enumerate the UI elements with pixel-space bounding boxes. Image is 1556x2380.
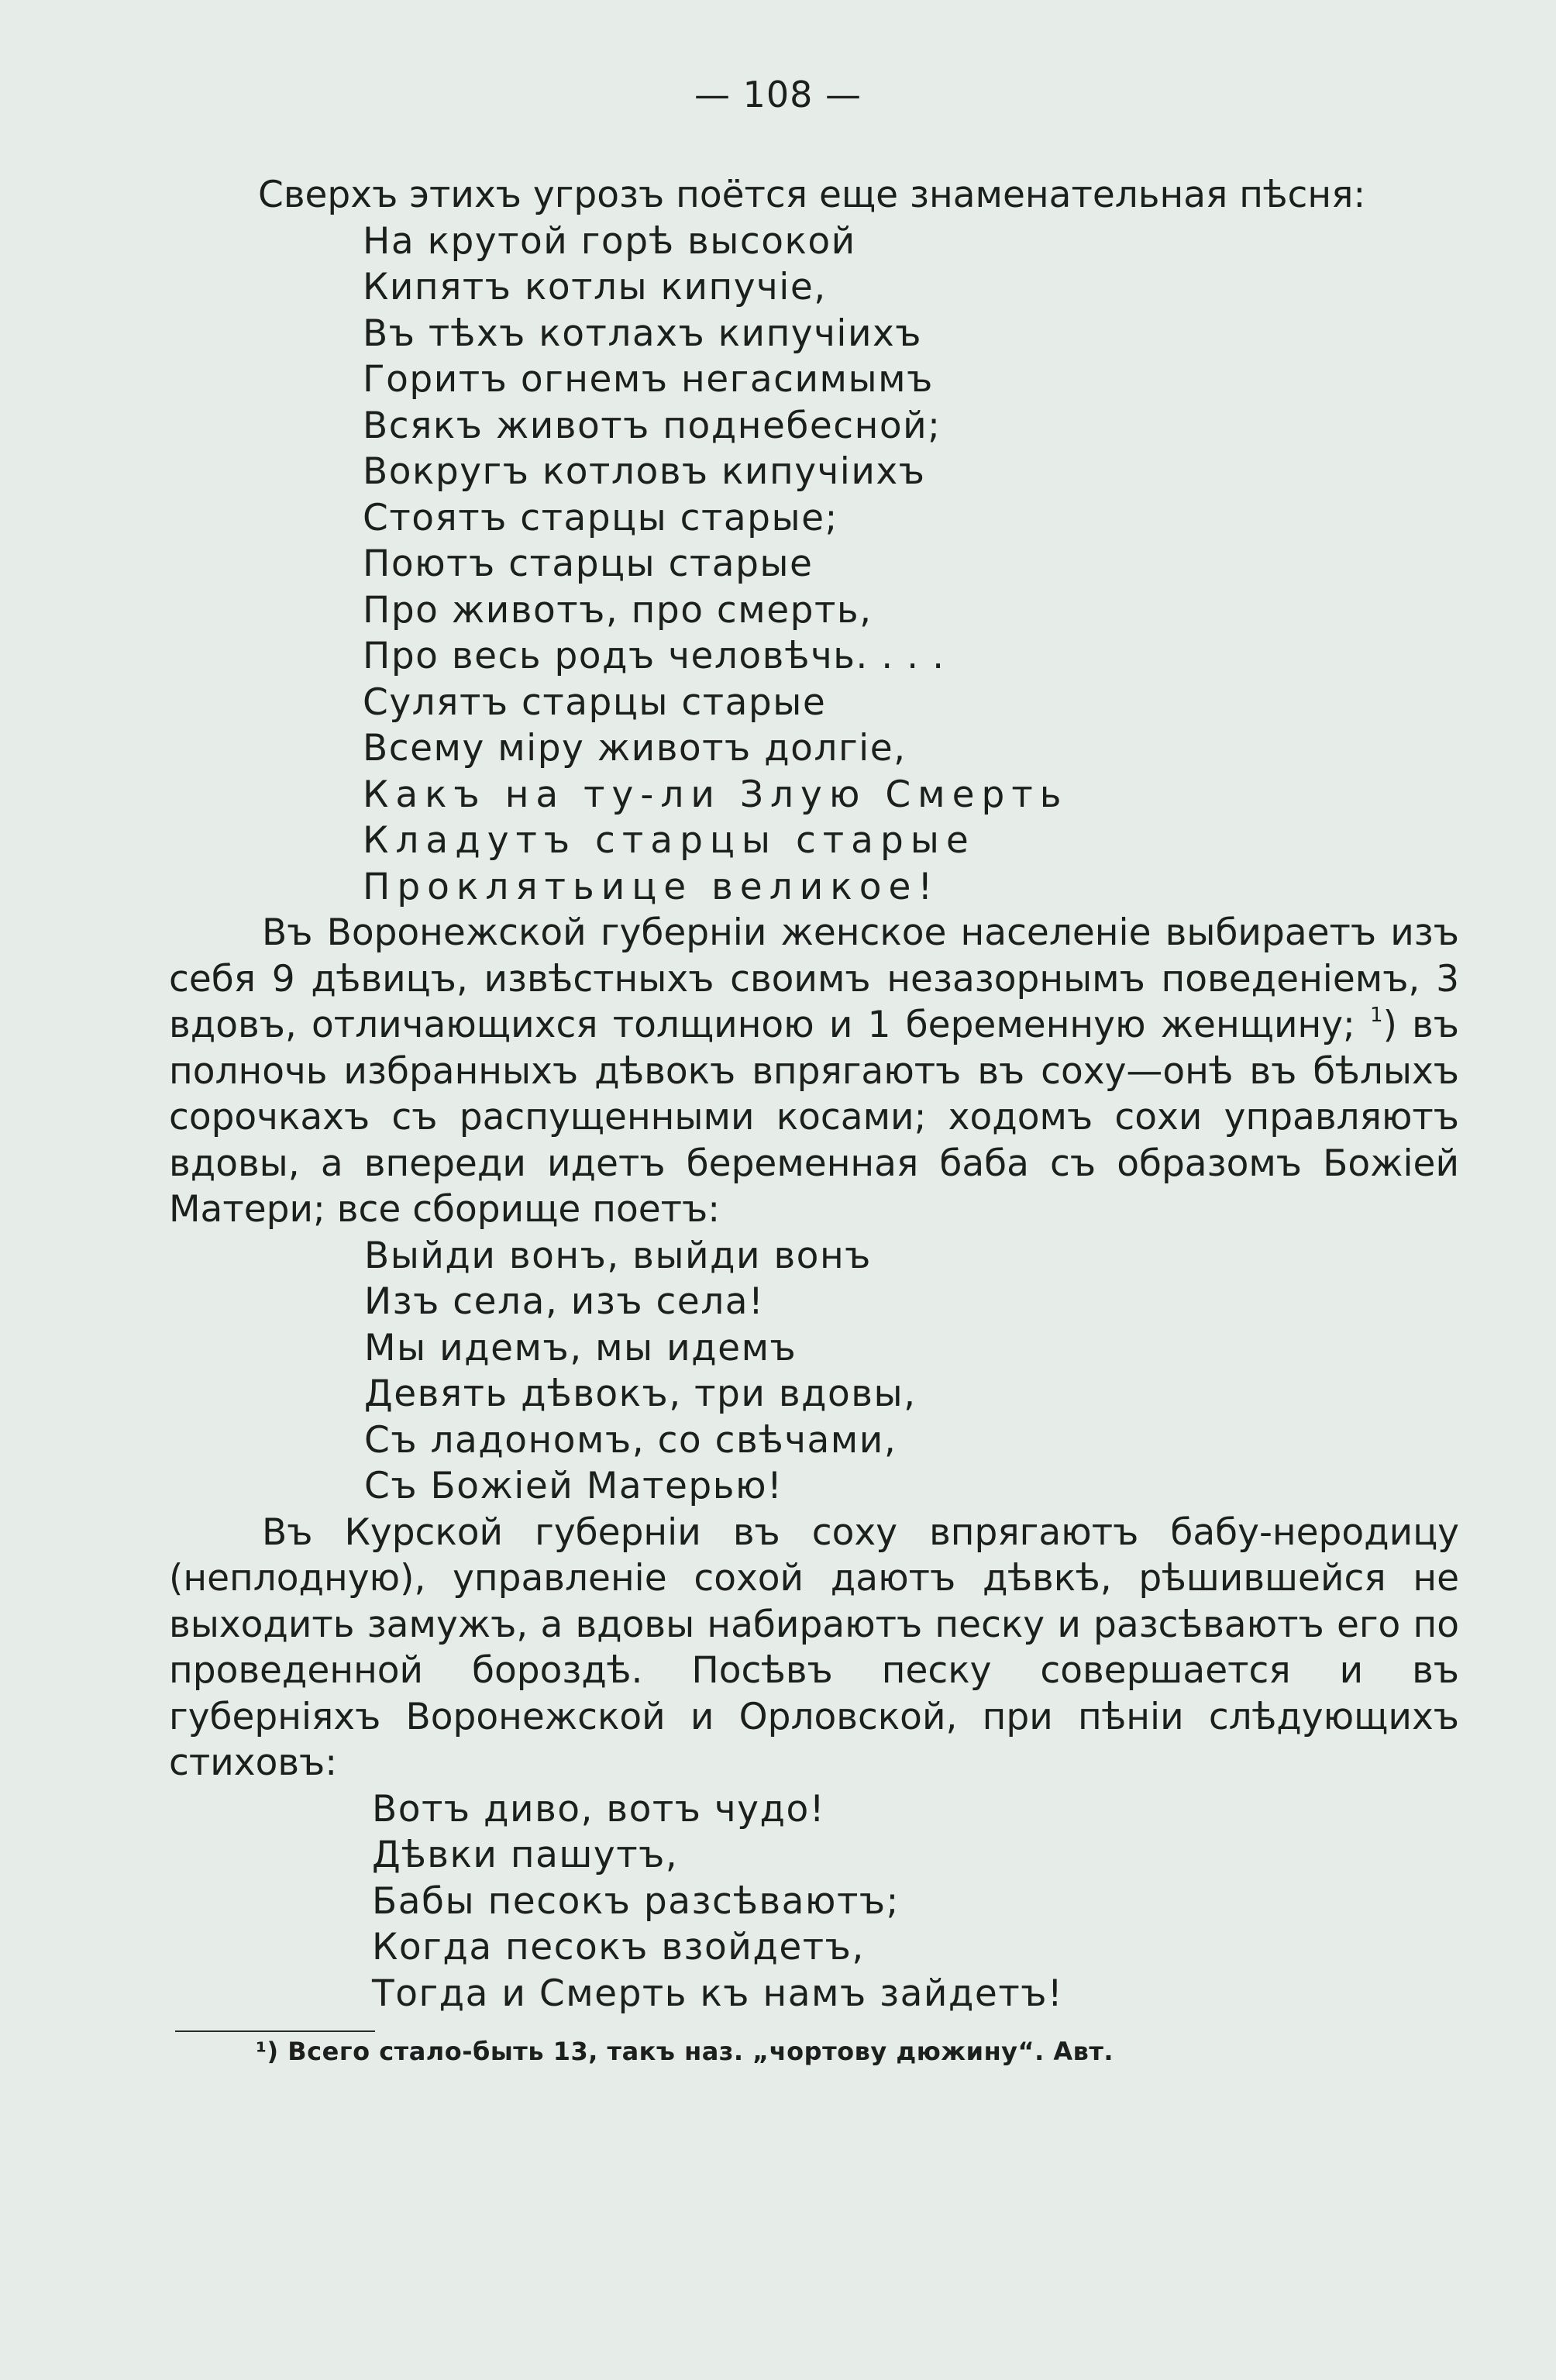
verse-line: Кипятъ котлы кипучіе, xyxy=(363,266,827,308)
footnote: ¹) Всего стало-быть 13, такъ наз. „чортову дюжину“. Авт. xyxy=(256,2037,1114,2066)
verse-line: Про животъ, про смерть, xyxy=(363,588,873,632)
verse-line-spaced: Кладутъ старцы старые xyxy=(363,819,976,862)
verse-line: Всякъ животъ поднебесной; xyxy=(363,404,942,447)
verse-line: Всему міру животъ долгіе, xyxy=(363,727,907,770)
verse-line-spaced: Проклятьице великое! xyxy=(363,865,940,908)
verse-line: Про весь родъ человѣчь. . . . xyxy=(363,635,945,677)
voronezh-paragraph xyxy=(169,910,1459,1233)
verse-line: Стоятъ старцы старые; xyxy=(363,496,838,539)
verse-line-spaced: Какъ на ту-ли Злую Смерть xyxy=(363,773,1069,816)
verse-line: Дѣвки пашутъ, xyxy=(372,1834,679,1876)
song-one xyxy=(169,219,1459,911)
verse-line: Мы идемъ, мы идемъ xyxy=(364,1326,797,1369)
verse-line: Съ Божіей Матерью! xyxy=(364,1465,783,1507)
page-number: — 108 — xyxy=(694,74,862,115)
verse-line: Бабы песокъ разсѣваютъ; xyxy=(372,1879,900,1923)
verse-line: Въ тѣхъ котлахъ кипучіихъ xyxy=(363,312,923,355)
paragraph-text: Въ Воронежской губерніи женское населеніе выбираетъ изъ себя 9 дѣвицъ, извѣстныхъ своимъ незазорнымъ поведеніемъ, 3 вдовъ, отличающихся толщиною и 1 беременную женщину; xyxy=(169,911,1459,1046)
footnote-marker: 1 xyxy=(1370,1004,1383,1027)
verse-line: Тогда и Смерть къ намъ зайдетъ! xyxy=(372,1972,1064,2015)
verse-line: Девять дѣвокъ, три вдовы, xyxy=(364,1373,917,1415)
verse-line: Сулятъ старцы старые xyxy=(363,680,827,724)
song-three xyxy=(169,1786,1459,2017)
verse-line: Когда песокъ взойдетъ, xyxy=(372,1926,865,1968)
verse-line: Вотъ диво, вотъ чудо! xyxy=(372,1787,826,1831)
verse-line: Выйди вонъ, выйди вонъ xyxy=(364,1234,872,1277)
main-text xyxy=(169,172,1459,2017)
intro-paragraph: Сверхъ этихъ угрозъ поётся еще знаменательная пѣсня: xyxy=(258,174,1366,216)
verse-line: Поютъ старцы старые xyxy=(363,542,814,585)
song-two xyxy=(169,1233,1459,1510)
verse-line: Съ ладономъ, со свѣчами, xyxy=(364,1418,897,1462)
paragraph-text: ) въ полночь избранныхъ дѣвокъ впрягаютъ въ соху—онѣ въ бѣлыхъ сорочкахъ съ распущенными косами; ходомъ сохи управляютъ вдовы, а впереди идетъ беременная баба съ образомъ Божіей Матери; все сборище поетъ: xyxy=(169,1004,1459,1231)
footnote-divider xyxy=(175,2030,375,2032)
kursk-paragraph: Въ Курской губерніи въ соху впрягаютъ бабу-неродицу (неплодную), управленіе сохой даютъ дѣвкѣ, рѣшившейся не выходить замужъ, а вдовы набираютъ песку и разсѣваютъ его по проведенной бороздѣ. Посѣвъ песку совершается и въ губерніяхъ Воронежской и Орловской, при пѣніи слѣдующихъ стиховъ: xyxy=(169,1510,1459,1784)
verse-line: Горитъ огнемъ негасимымъ xyxy=(363,358,934,401)
verse-line: Изъ села, изъ села! xyxy=(364,1280,765,1323)
verse-line: Вокругъ котловъ кипучіихъ xyxy=(363,450,926,493)
verse-line: На крутой горѣ высокой xyxy=(363,219,856,263)
